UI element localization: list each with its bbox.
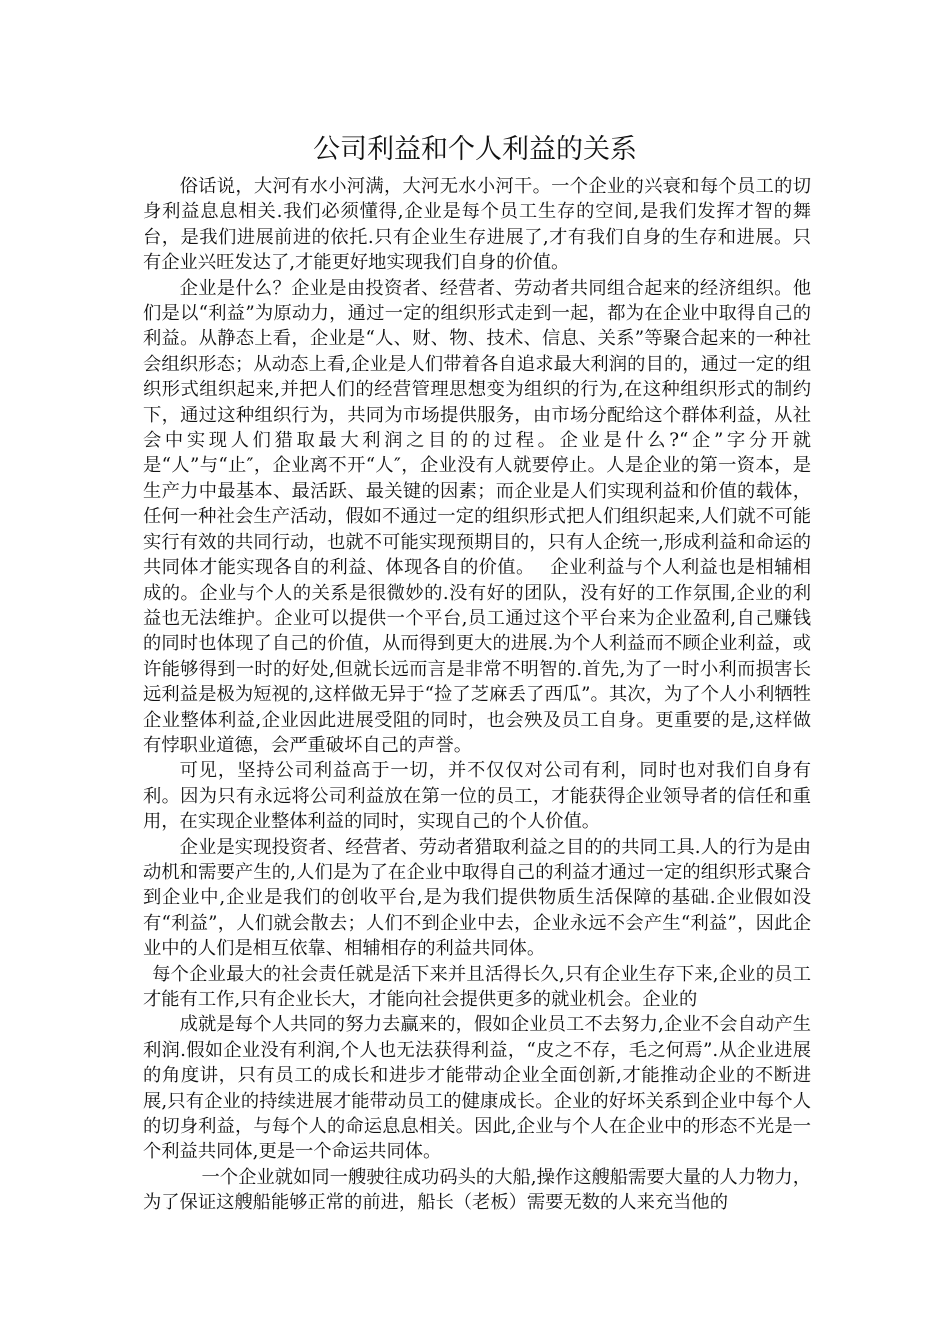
paragraph: 企业是什么？企业是由投资者、经营者、劳动者共同组合起来的经济组织。他们是以“利益”为原动力，通过一定的组织形式走到一起，都为在企业中取得自己的利益。从静态上看，企业是“人、财、物、技术、信息、关系”等聚合起来的一种社会组织形态；从动态上看,企业是人们带着各自追求最大利润的目的，通过一定的组织形式组织起来,并把人们的经营管理思想变为组织的行为,在这种组织形式的制约下，通过这种组织行为，共同为市场提供服务，由市场分配给这个群体利益，从社会中实现人们猎取最大利润之目的的过程。企业是什么?“企”字分开就是“人”与“止″，企业离不开“人″，企业没有人就要停止。人是企业的第一资本，是生产力中最基本、最活跃、最关键的因素；而企业是人们实现利益和价值的载体，任何一种社会生产活动，假如不通过一定的组织形式把人们组织起来,人们就不可能实行有效的共同行动，也就不可能实现预期目的，只有人企统一,形成利益和命运的共同体才能实现各自的利益、体现各自的价值。 企业利益与个人利益也是相辅相成的。企业与个人的关系是很微妙的.没有好的团队，没有好的工作氛围,企业的利益也无法维护。企业可以提供一个平台,员工通过这个平台来为企业盈利,自己赚钱的同时也体现了自己的价值，从而得到更大的进展.为个人利益而不顾企业利益，或许能够得到一时的好处,但就长远而言是非常不明智的.首先,为了一时小利而损害长远利益是极为短视的,这样做无异于“捡了芝麻丢了西瓜”。其次，为了个人小利牺牲企业整体利益,企业因此进展受阻的同时，也会殃及员工自身。更重要的是,这样做有悖职业道德，会严重破坏自己的声誉。 — [143, 277, 811, 756]
paragraph: 俗话说，大河有水小河满，大河无水小河干。一个企业的兴衰和每个员工的切身利益息息相关.我们必须懂得,企业是每个员工生存的空间,是我们发挥才智的舞台，是我们进展前进的依托.只有企业生存进展了,才有我们自身的生存和进展。只有企业兴旺发达了,才能更好地实现我们自身的价值。 — [143, 176, 811, 274]
paragraph: 每个企业最大的社会责任就是活下来并且活得长久,只有企业生存下来,企业的员工才能有工作,只有企业长大，才能向社会提供更多的就业机会。企业的 — [143, 963, 811, 1010]
document-body — [143, 174, 811, 1216]
paragraph: 成就是每个人共同的努力去赢来的，假如企业员工不去努力,企业不会自动产生利润.假如企业没有利润,个人也无法获得利益，“皮之不存，毛之何焉”.从企业进展的角度讲，只有员工的成长和进步才能带动企业全面创新,才能推动企业的不断进展,只有企业的持续进展才能带动员工的健康成长。企业的好坏关系到企业中每个人的切身利益，与每个人的命运息息相关。因此,企业与个人在企业中的形态不光是一个利益共同体,更是一个命运共同体。 — [143, 1014, 811, 1163]
document-title: 公司利益和个人利益的关系 — [313, 134, 637, 165]
paragraph: 可见，坚持公司利益高于一切，并不仅仅对公司有利，同时也对我们自身有利。因为只有永远将公司利益放在第一位的员工，才能获得企业领导者的信任和重用，在实现企业整体利益的同时，实现自己的个人价值。 — [143, 760, 811, 833]
paragraph: 一个企业就如同一艘驶往成功码头的大船,操作这艘船需要大量的人力物力，为了保证这艘船能够正常的前进，船长（老板）需要无数的人来充当他的 — [143, 1166, 811, 1214]
paragraph: 企业是实现投资者、经营者、劳动者猎取利益之目的的共同工具.人的行为是由动机和需要产生的,人们是为了在企业中取得自己的利益才通过一定的组织形式聚合到企业中,企业是我们的创收平台,是为我们提供物质生活保障的基础.企业假如没有“利益”，人们就会散去；人们不到企业中去，企业永远不会产生“利益”，因此企业中的人们是相互依靠、相辅相存的利益共同体。 — [143, 836, 811, 960]
